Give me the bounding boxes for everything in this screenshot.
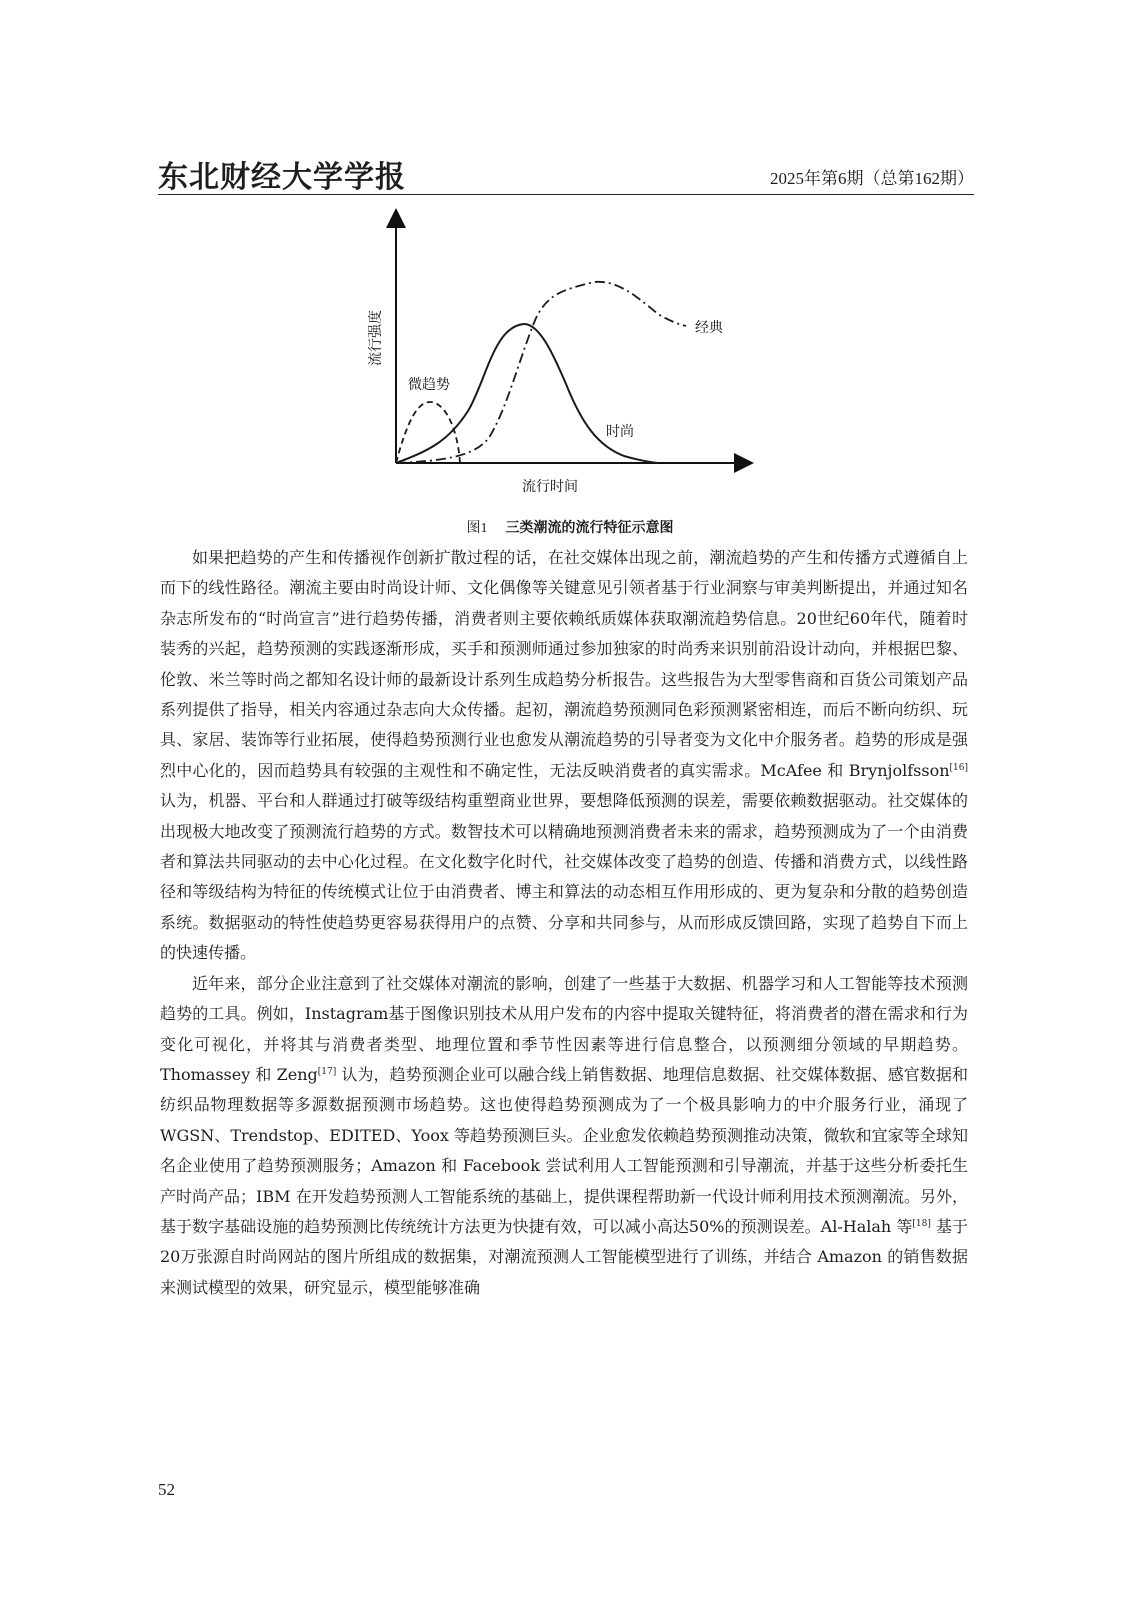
figure-number: 图1 <box>466 521 488 536</box>
text: 基于20万张源自时尚网站的图片所组成的数据集，对潮流预测人工智能模型进行了训练，并结合 Amazon 的销售数据来测试模型的效果，研究显示，模型能够准确 <box>160 1216 968 1297</box>
paragraph-2 <box>160 969 968 1303</box>
citation: [18] <box>912 1218 931 1229</box>
header-rule <box>158 194 974 195</box>
paragraph-1 <box>160 543 968 969</box>
citation: [17] <box>317 1066 337 1077</box>
page-number: 52 <box>158 1480 175 1499</box>
citation: [16] <box>949 762 968 773</box>
figure-title: 三类潮流的流行特征示意图 <box>505 520 674 536</box>
micro-trend-label: 微趋势 <box>408 377 450 393</box>
text: 认为，机器、平台和人群通过打破等级结构重塑商业世界，要想降低预测的误差，需要依赖数据驱动。社交媒体的出现极大地改变了预测流行趋势的方式。数智技术可以精确地预测消费者未来的需求，趋势预测成为了一个由消费者和算法共同驱动的去中心化过程。在文化数字化时代，社交媒体改变了趋势的创造、传播和消费方式，以线性路径和等级结构为特征的传统模式让位于由消费者、博主和算法的动态相互作用形成的、更为复杂和分散的趋势创造系统。数据驱动的特性使趋势更容易获得用户的点赞、分享和共同参与，从而形成反馈回路，实现了趋势自下而上的快速传播。 <box>160 791 968 963</box>
fashion-label: 时尚 <box>606 424 634 440</box>
classic-label: 经典 <box>695 320 723 336</box>
text: 认为，趋势预测企业可以融合线上销售数据、地理信息数据、社交媒体数据、感官数据和纺织品物理数据等多源数据预测市场趋势。这也使得趋势预测成为了一个极具影响力的中介服务行业，涌现了 WGSN、Trendstop、EDITED、Yoox 等趋势预测巨头。企业愈发依赖趋势预测推动决策，微软和宜家等全球知名企业使用了趋势预测服务；Amazon 和 Facebook 尝试利用人工智能预测和引导潮流，并基于这些分析委托生产时尚产品；IBM 在开发趋势预测人工智能系统的基础上，提供课程帮助新一代设计师利用技术预测潮流。另外，基于数字基础设施的趋势预测比传统统计方法更为快捷有效，可以减小高达50%的预测误差。Al-Halah 等 <box>160 1064 968 1236</box>
x-axis-label: 流行时间 <box>522 479 578 495</box>
journal-title: 东北财经大学学报 <box>158 160 406 195</box>
figure-caption <box>0 517 1140 537</box>
fashion-curve <box>396 324 658 463</box>
trend-chart <box>368 206 758 506</box>
classic-curve <box>396 282 686 463</box>
y-axis-label: 流行强度 <box>368 310 384 366</box>
body-text <box>160 543 968 1303</box>
text: 如果把趋势的产生和传播视作创新扩散过程的话，在社交媒体出现之前，潮流趋势的产生和传播方式遵循自上而下的线性路径。潮流主要由时尚设计师、文化偶像等关键意见引领者基于行业洞察与审美判断提出，并通过知名杂志所发布的“时尚宣言”进行趋势传播，消费者则主要依赖纸质媒体获取潮流趋势信息。20世纪60年代，随着时装秀的兴起，趋势预测的实践逐渐形成，买手和预测师通过参加独家的时尚秀来识别前沿设计动向，并根据巴黎、伦敦、米兰等时尚之都知名设计师的最新设计系列生成趋势分析报告。这些报告为大型零售商和百货公司策划产品系列提供了指导，相关内容通过杂志向大众传播。起初，潮流趋势预测同色彩预测紧密相连，而后不断向纺织、玩具、家居、装饰等行业拓展，使得趋势预测行业也愈发从潮流趋势的引导者变为文化中介服务者。趋势的形成是强烈中心化的，因而趋势具有较强的主观性和不确定性，无法反映消费者的真实需求。McAfee 和 Brynjolfsson <box>160 548 968 780</box>
text: 近年来，部分企业注意到了社交媒体对潮流的影响，创建了一些基于大数据、机器学习和人工智能等技术预测趋势的工具。例如，Instagram基于图像识别技术从用户发布的内容中提取关键特征，将消费者的潜在需求和行为变化可视化，并将其与消费者类型、地理位置和季节性因素等进行信息整合，以预测细分领域的早期趋势。Thomassey 和 Zeng <box>160 973 968 1084</box>
issue-info: 2025年第6期（总第162期） <box>770 169 974 188</box>
